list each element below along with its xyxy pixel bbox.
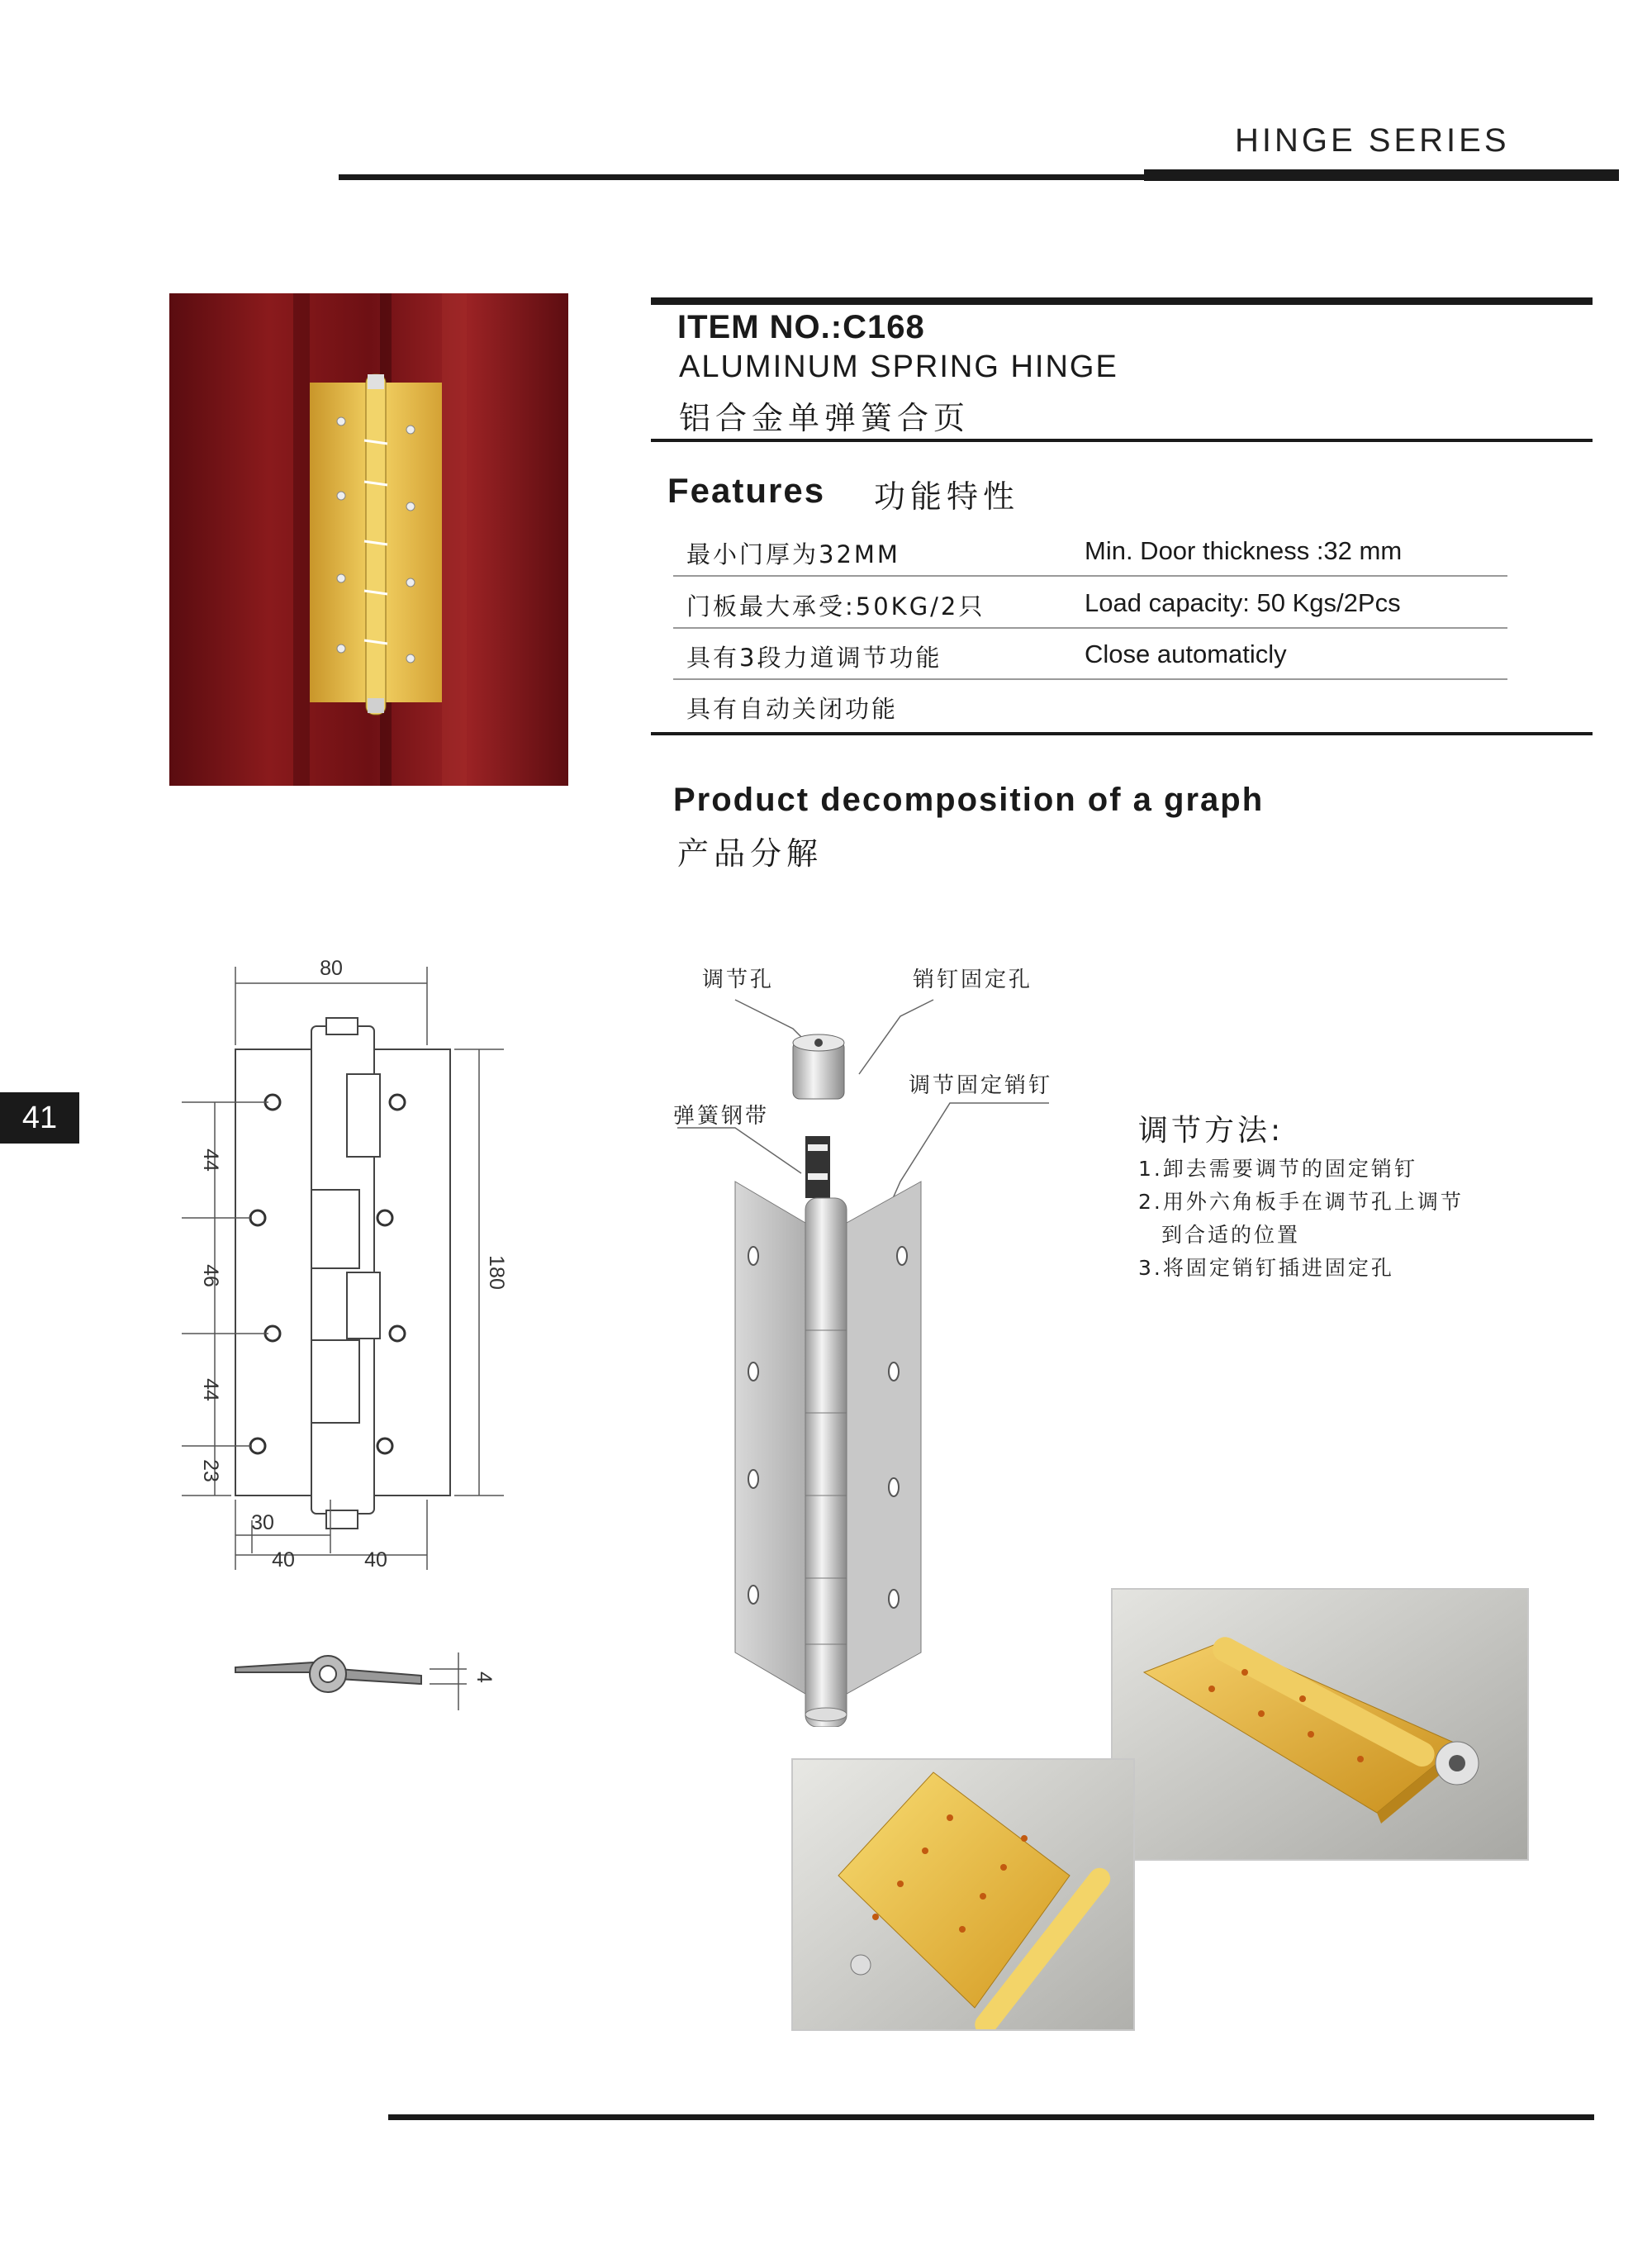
- feature-cn: 具有3段力道调节功能: [686, 644, 942, 672]
- item-rule-top: [651, 297, 1593, 305]
- feature-row: [673, 525, 1507, 577]
- header-rule-accent: [1144, 169, 1619, 181]
- features-title: Features: [667, 471, 826, 510]
- label-pin-fixing-hole: 销钉固定孔: [913, 968, 1033, 992]
- dim-leaf-right: 40: [364, 1548, 387, 1570]
- features-rule-bottom: [651, 732, 1593, 735]
- product-photo-closed: [1111, 1588, 1529, 1861]
- feature-row: [673, 628, 1507, 680]
- footer-rule: [388, 2114, 1594, 2120]
- label-spring-steel-strip: 弹簧钢带: [673, 1104, 770, 1129]
- feature-cn: 最小门厚为32MM: [686, 540, 900, 568]
- door-photo: [169, 293, 568, 786]
- page-number: 41: [0, 1092, 79, 1144]
- adjust-step: 3.将固定销钉插进固定孔: [1138, 1256, 1394, 1280]
- dim-spacing-1: 44: [199, 1148, 222, 1172]
- dim-height: 180: [485, 1255, 508, 1290]
- feature-en: Close automaticly: [1085, 640, 1287, 668]
- feature-cn: 具有自动关闭功能: [686, 695, 899, 723]
- adjust-step: 2.用外六角板手在调节孔上调节: [1138, 1190, 1464, 1214]
- item-number: ITEM NO.:C168: [677, 309, 925, 345]
- dim-thickness: 4: [472, 1671, 496, 1683]
- dimension-drawing: [169, 942, 516, 1570]
- dim-hole-offset: 30: [251, 1511, 274, 1534]
- label-adjust-fixing-pin: 调节固定销钉: [909, 1073, 1053, 1098]
- feature-cn: 门板最大承受:50KG/2只: [686, 592, 985, 621]
- dim-leaf-left: 40: [272, 1548, 295, 1570]
- feature-row: [673, 679, 1507, 730]
- feature-row: [673, 577, 1507, 629]
- feature-en: Load capacity: 50 Kgs/2Pcs: [1085, 588, 1401, 617]
- dim-spacing-3: 44: [199, 1378, 222, 1401]
- dim-width: 80: [320, 957, 343, 980]
- adjust-step: 1.卸去需要调节的固定销钉: [1138, 1157, 1417, 1181]
- series-title: HINGE SERIES: [1235, 122, 1510, 159]
- side-view-drawing: [231, 1644, 504, 1719]
- dim-spacing-2: 46: [199, 1264, 222, 1287]
- adjust-method-title: 调节方法:: [1138, 1114, 1284, 1148]
- decomposition-title: Product decomposition of a graph: [673, 782, 1265, 818]
- item-name-en: ALUMINUM SPRING HINGE: [679, 350, 1118, 384]
- exploded-view-drawing: [677, 983, 1057, 1727]
- label-adjust-hole: 调节孔: [702, 968, 775, 992]
- decomposition-title-cn: 产品分解: [677, 835, 824, 872]
- features-title-cn: 功能特性: [874, 478, 1020, 515]
- item-name-cn: 铝合金单弹簧合页: [679, 400, 971, 436]
- dim-bottom-offset: 23: [199, 1459, 222, 1482]
- adjust-step: 到合适的位置: [1161, 1223, 1301, 1247]
- item-rule-bottom: [651, 439, 1593, 442]
- feature-en: Min. Door thickness :32 mm: [1085, 536, 1403, 565]
- product-photo-open: [791, 1758, 1135, 2031]
